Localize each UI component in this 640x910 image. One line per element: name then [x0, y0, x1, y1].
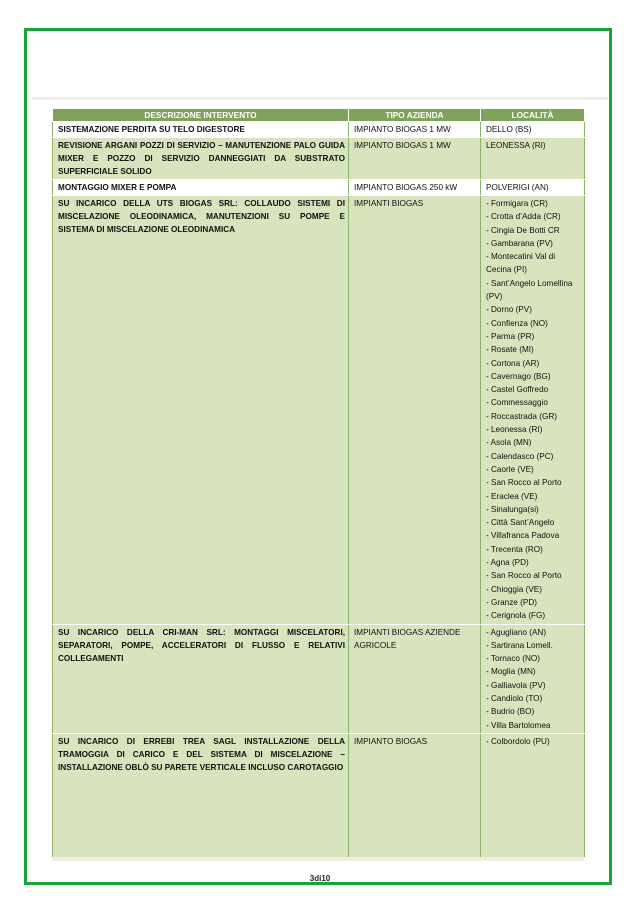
row-company-type: IMPIANTO BIOGAS 250 kW	[349, 180, 481, 196]
list-item: - Leonessa (RI)	[486, 425, 543, 435]
location-list	[486, 197, 581, 623]
page-number: 3di10	[309, 874, 331, 883]
row-location: DELLO (BS)	[481, 122, 585, 138]
list-item: - San Rocco al Porto	[486, 571, 562, 581]
list-item: - Eraclea (VE)	[486, 491, 538, 501]
list-item: - Città Sant’Angelo	[486, 518, 555, 528]
list-item: - Agugliano (AN)	[486, 627, 547, 637]
list-item: - Trecenta (RO)	[486, 544, 543, 554]
table-row	[53, 196, 585, 625]
list-item: - Asola (MN)	[486, 438, 532, 448]
table-row	[53, 624, 585, 733]
list-item: - Cortona (AR)	[486, 358, 540, 368]
table-row	[53, 122, 585, 138]
list-item: - Granze (PD)	[486, 597, 537, 607]
location-list	[486, 626, 581, 732]
list-item: - Roccastrada (GR)	[486, 411, 557, 421]
table-row	[53, 180, 585, 196]
row-location-list	[481, 196, 585, 625]
list-item: - Parma (PR)	[486, 331, 535, 341]
row-company-type: IMPIANTO BIOGAS	[349, 733, 481, 857]
list-item: - Confienza (NO)	[486, 318, 548, 328]
list-item: - Cingia De Botti CR	[486, 225, 560, 235]
list-item: - Moglia (MN)	[486, 667, 536, 677]
row-company-type: IMPIANTI BIOGAS	[349, 196, 481, 625]
row-location-list	[481, 624, 585, 733]
row-description: SISTEMAZIONE PERDITA SU TELO DIGESTORE	[53, 122, 349, 138]
header-descrizione: DESCRIZIONE INTERVENTO	[53, 109, 349, 122]
header-tipo-azienda: TIPO AZIENDA	[349, 109, 481, 122]
list-item: - Villa Bartolomea	[486, 720, 551, 730]
list-item: - Commessaggio	[486, 398, 548, 408]
table-header-row	[53, 109, 585, 122]
list-item: - Budrio (BO)	[486, 707, 535, 717]
table-row	[53, 138, 585, 180]
row-description: SU INCARICO DELLA CRI-MAN SRL: MONTAGGI MISCELATORI, SEPARATORI, POMPE, ACCELERATORI DI FLUSSO E RELATIVI COLLEGAMENTI	[53, 624, 349, 733]
list-item: - Calendasco (PC)	[486, 451, 554, 461]
row-description: SU INCARICO DELLA UTS BIOGAS SRL: COLLAUDO SISTEMI DI MISCELAZIONE OLEODINAMICA, MANUTENZIONI SU POMPE E SISTEMA DI MISCELAZIONE OLEODINAMICA	[53, 196, 349, 625]
list-item: - Sinalunga(si)	[486, 504, 539, 514]
list-item: - Candiolo (TO)	[486, 693, 543, 703]
row-company-type: IMPIANTI BIOGAS AZIENDE AGRICOLE	[349, 624, 481, 733]
list-item: - Chioggia (VE)	[486, 584, 542, 594]
list-item: - Gambarana (PV)	[486, 238, 553, 248]
list-item: - Tornaco (NO)	[486, 654, 540, 664]
list-item: - Galliavola (PV)	[486, 680, 546, 690]
row-location: - Colbordolo (PU)	[481, 733, 585, 857]
row-location: POLVERIGI (AN)	[481, 180, 585, 196]
list-item: - Sartirana Lomell.	[486, 640, 553, 650]
header-rule	[32, 97, 608, 100]
row-company-type: IMPIANTO BIOGAS 1 MW	[349, 122, 481, 138]
footer-rule	[52, 857, 584, 861]
list-item: - Agna (PD)	[486, 558, 529, 568]
table-row	[53, 733, 585, 857]
row-location: LEONESSA (RI)	[481, 138, 585, 180]
list-item: - Crotta d’Adda (CR)	[486, 212, 561, 222]
list-item: - Sant’Angelo Lomellina (PV)	[486, 278, 573, 302]
list-item: - Rosate (MI)	[486, 345, 534, 355]
list-item: - Montecatini Val di Cecina (PI)	[486, 252, 556, 275]
list-item: - Formigara (CR)	[486, 199, 548, 208]
row-description: REVISIONE ARGANI POZZI DI SERVIZIO – MANUTENZIONE PALO GUIDA MIXER E POZZO DI SERVIZIO DANNEGGIATI DA SUBSTRATO SUPERFICIALE SOLIDO	[53, 138, 349, 180]
row-description: MONTAGGIO MIXER E POMPA	[53, 180, 349, 196]
list-item: - San Rocco al Porto	[486, 478, 562, 488]
row-description: SU INCARICO DI ERREBI TREA SAGL INSTALLAZIONE DELLA TRAMOGGIA DI CARICO E DEL SISTEMA DI MISCELAZIONE – INSTALLAZIONE OBLÒ SU PARETE VERTICALE INCLUSO CAROTAGGIO	[53, 733, 349, 857]
interventions-table	[52, 108, 585, 858]
list-item: - Cerignola (FG)	[486, 611, 546, 621]
list-item: - Cavernago (BG)	[486, 371, 551, 381]
list-item: - Dorno (PV)	[486, 305, 532, 315]
row-company-type: IMPIANTO BIOGAS 1 MW	[349, 138, 481, 180]
list-item: - Caorle (VE)	[486, 464, 534, 474]
header-localita: LOCALITÀ	[481, 109, 585, 122]
list-item: - Villafranca Padova	[486, 531, 560, 541]
list-item: - Castel Goffredo	[486, 385, 549, 395]
